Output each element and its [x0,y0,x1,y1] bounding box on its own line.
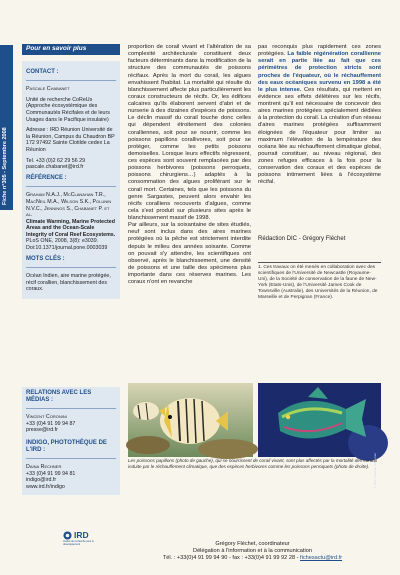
footer-email-link[interactable]: fichesactu@ird.fr [300,555,343,562]
ird-logo [63,530,95,550]
contact-name: Pascale Chabanet [26,86,70,93]
phototheque-contact-name: Daina Rechner [26,464,62,471]
reference-article-title: Climate Warming, Marine Protected Areas and the Ocean-Scale Integrity of Coral Reef Ecosystems. [26,218,116,238]
footnote: 1. Ces travaux on été menés en collaboration avec des scientifiques de l'Université de Newcastle (Royaume-Uni), de la Société de conservation de la faune de New-York (Etats-Unis), de l'Université James Cook de Townsville (Australie), des Universités de la Réunion, de Marseille et de Perpignan (France). [258,265,378,301]
contact-title: CONTACT : [26,68,59,75]
body-text-1: proportion de corail vivant et l'altération de sa complexité architecturale constituent deux facteurs déterminants dans la modification de la structure des communautés de poissons récifaux. Après la mort du corail, les algues envahissent l'habitat. La mortalité qui résulte du blanchissement affecte plus particulièrement les coraux constructeurs de récifs. Or, les édifices calcaires qu'ils élaborent servent d'abri et de nurserie à des dizaines d'espèces de poissons. Le déclin massif du corail touche donc celles qui dépendent étroitement des colonies coralliennes, soit pour se nourrir, comme les poissons papillons corallivores, soit pour se protéger, comme les petits poissons demoiselles. Lorsque leurs effectifs régressent, ces espèces sont souvent remplacées par des poissons herbivores (poissons perroquets, poissons chirurgiens…) adaptés à la consommation des algues proliférant sur le corail mort. Certaines, tels que les poissons du genre Sargastes, peuvent alors envahir les récifs coralliens recouverts d'algues, comme cela s'est produit sur plusieurs sites après le blanchissement massif de 1998. Par ailleurs, sur la soixantaine de sites étudiés, neuf sont inclus dans des aires marines protégées où la pêche est strictement interdite depuis le milieu des années soixante. Comme on pouvait s'y attendre, les scientifiques ont observé, après le blanchissement, une densité de poissons et une taille des spécimens plus importante dans ces réserves marines. Les coraux n'ont en revanche [128,44,251,286]
footer-contact [110,555,395,562]
contact-unit: Unité de recherche CoReUs (Approche écosystémique des Communautés Récifales et de leurs Usages dans le Pacifique insulaire) [26,96,110,123]
media-panel [22,387,120,495]
keywords-text: Océan Indien, aire marine protégée, récif corallien, blanchissement des coraux. [26,273,111,293]
body-highlight: La faible régénération corallienne serait en partie liée au fait que ces périmètres de protection stricts sont proches de l'équateur, où le réchauffement des eaux océaniques survenu en 1998 a été le plus intense. [258,51,381,93]
divider [26,458,116,459]
sidebar [22,44,120,299]
side-band-label: Fiche n°305 - Septembre 2008 [2,127,8,205]
footer-phone-fax: Tél. : +33(0)4 91 99 94 90 - fax : +33(0)4 91 99 92 28 - [162,555,301,562]
footer [110,541,395,563]
butterflyfish-photo [128,383,253,457]
reference-title: RÉFÉRENCE : [26,174,67,181]
parrotfish-photo [258,383,381,489]
contact-address: Adresse : IRD Réunion Université de la Réunion, Campus du Chaudron BP 172 97492 Sainte Clotilde cedex La Réunion [26,127,115,153]
phototheque-title: INDIGO, PHOTOTHÈQUE DE L'IRD : [26,439,107,453]
body-text-2b: Ces résultats, qui mettent en évidence ses effets délétères sur les récifs, montrent qu'il est nécessaire de concevoir des aires marines protégées spécialement dédiées à la protection du corail. La création d'un réseau d'aires marines protégées suffisamment éloignées de l'équateur pour limiter au maximum l'élévation de la température des océans liée au réchauffement climatique global, pourrait constituer, au niveau régional, des zones refuges efficaces à la fois pour la conservation des coraux et des espèces de poissons intimement liées à l'écosystème récifal. [258,86,381,186]
logo-subtitle: Institut de recherche pour le développement [63,540,94,546]
body-column-2 [258,44,381,187]
ird-logo-icon [63,531,72,540]
phototheque-tel: +33 (0)4 91 99 94 81 [26,470,76,477]
sidebar-panel [22,61,120,299]
footer-coordinator: Grégory Fléchet, coordinateur [215,541,290,547]
phototheque-email[interactable]: indigo@ird.fr [26,477,57,484]
body-column-1 [128,44,251,286]
photo-caption: Les poissons papillons (photo de gauche), qui se nourrissent de corail vivant, sont plus affectés par la mortalité des coraux induite par le réchauffement climatique, que des espèces herbivores comme les poissons perroquets (photo de droite). [128,458,378,469]
contact-tel: Tel. +33 (0)2 62 29 56 29 [26,157,86,164]
logo-name: IRD [74,530,89,540]
divider [26,80,116,81]
media-email[interactable]: presse@ird.fr [26,427,58,434]
footer-delegation: Délégation à l'information et à la communication [193,548,312,555]
media-contact-name: Vincent Coronini [26,414,67,421]
reference-journal: PLoS ONE, 2008, 3(8): e3039. Doi:10.1371/journal.pone.0003039 [26,238,108,252]
keywords-title: MOTS CLÉS : [26,255,65,262]
side-band [0,45,13,210]
body-text-2a: pas reconquis plus rapidement ces zones protégées. [258,44,381,58]
media-tel: +33 (0)4 91 99 94 87 [26,420,76,427]
contact-email[interactable]: pascale.chabanet@ird.fr [26,164,84,171]
reference-authors: Graham N.A.J., McClanahan T.R., MacNeil M.A., Wilson S.K., Polunin N.V.C., Jennings S., Chabanet P. et al. [26,192,112,219]
divider [26,267,116,268]
footnote-rule [258,262,381,263]
divider [26,186,116,187]
divider [26,408,116,409]
author-line: Rédaction DIC - Grégory Fléchet [258,236,346,242]
sidebar-header: Pour en savoir plus [22,44,120,55]
media-title: RELATIONS AVEC LES MÉDIAS : [26,390,92,403]
phototheque-url[interactable]: www.ird.fr/indigo [26,483,65,490]
photo-credit: © IRD / Pascale Chabanet [373,453,377,489]
